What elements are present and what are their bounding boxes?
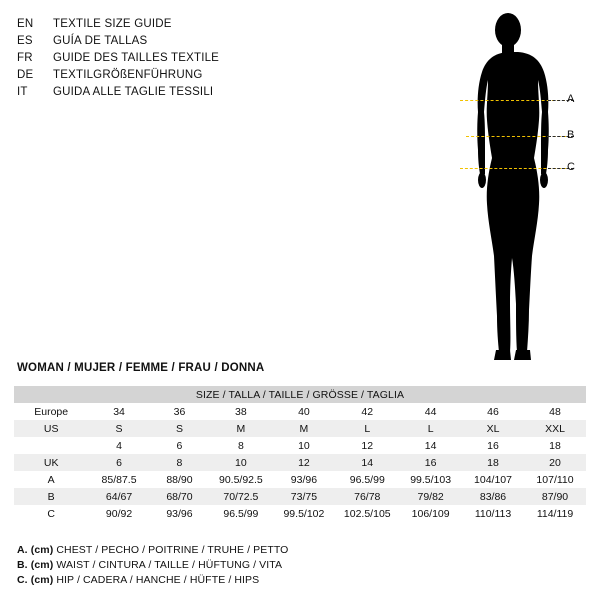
cell: 114/119: [524, 505, 586, 522]
cell: M: [273, 420, 336, 437]
language-row: [17, 16, 317, 33]
legend-key-b: B. (cm): [17, 559, 54, 571]
cell: 38: [209, 403, 272, 420]
cell: 70/72.5: [209, 488, 272, 505]
cell: 48: [524, 403, 586, 420]
measure-label-a: A: [567, 93, 575, 105]
language-row: [17, 84, 317, 101]
legend-text-a: CHEST / PECHO / POITRINE / TRUHE / PETTO: [56, 544, 289, 556]
legend-key-c: C. (cm): [17, 574, 54, 586]
cell: 90.5/92.5: [209, 471, 272, 488]
legend-key-a: A. (cm): [17, 544, 54, 556]
cell: 36: [150, 403, 209, 420]
cell: 106/109: [399, 505, 462, 522]
cell: 96.5/99: [335, 471, 399, 488]
section-heading-woman: WOMAN / MUJER / FEMME / FRAU / DONNA: [17, 362, 265, 374]
table-header-label: SIZE / TALLA / TAILLE / GRÖSSE / TAGLIA: [14, 386, 586, 403]
legend-text-b: WAIST / CINTURA / TAILLE / HÜFTUNG / VITA: [56, 559, 283, 571]
cell: 20: [524, 454, 586, 471]
cell: 10: [209, 454, 272, 471]
cell: 64/67: [88, 488, 149, 505]
cell: XXL: [524, 420, 586, 437]
table-row: [14, 505, 586, 522]
cell: 99.5/102: [273, 505, 336, 522]
cell: 12: [273, 454, 336, 471]
cell: 46: [462, 403, 524, 420]
cell: 6: [150, 437, 209, 454]
table-row: [14, 420, 586, 437]
language-code: FR: [17, 52, 33, 64]
cell: 93/96: [273, 471, 336, 488]
cell: 76/78: [335, 488, 399, 505]
cell: 107/110: [524, 471, 586, 488]
table-row: [14, 437, 586, 454]
cell: 68/70: [150, 488, 209, 505]
row-label: US: [14, 420, 88, 437]
row-label: B: [14, 488, 88, 505]
body-figure: [430, 8, 590, 368]
cell: 102.5/105: [335, 505, 399, 522]
language-code: ES: [17, 35, 33, 47]
cell: 79/82: [399, 488, 462, 505]
cell: 90/92: [88, 505, 149, 522]
cell: 10: [273, 437, 336, 454]
table-row: [14, 471, 586, 488]
table-header-row: [14, 386, 586, 403]
row-label: C: [14, 505, 88, 522]
cell: 16: [399, 454, 462, 471]
cell: S: [88, 420, 149, 437]
language-row: [17, 50, 317, 67]
cell: L: [335, 420, 399, 437]
cell: 99.5/103: [399, 471, 462, 488]
cell: 8: [209, 437, 272, 454]
female-silhouette-icon: [430, 8, 590, 368]
cell: M: [209, 420, 272, 437]
row-label: [14, 437, 88, 454]
cell: 96.5/99: [209, 505, 272, 522]
language-code: IT: [17, 86, 28, 98]
row-label: UK: [14, 454, 88, 471]
cell: 18: [524, 437, 586, 454]
cell: S: [150, 420, 209, 437]
row-label: Europe: [14, 403, 88, 420]
language-title: GUIDA ALLE TAGLIE TESSILI: [53, 86, 214, 98]
cell: 85/87.5: [88, 471, 149, 488]
cell: 6: [88, 454, 149, 471]
table-row: [14, 403, 586, 420]
cell: 18: [462, 454, 524, 471]
cell: 44: [399, 403, 462, 420]
cell: 93/96: [150, 505, 209, 522]
cell: 14: [335, 454, 399, 471]
cell: 88/90: [150, 471, 209, 488]
legend-row-b: [17, 558, 577, 573]
language-code: DE: [17, 69, 34, 81]
cell: 42: [335, 403, 399, 420]
language-row: [17, 33, 317, 50]
legend-row-a: [17, 543, 577, 558]
language-title-list: [17, 16, 317, 101]
table-row: [14, 488, 586, 505]
measurement-legend: [17, 543, 577, 588]
measure-label-b: B: [567, 129, 575, 141]
legend-row-c: [17, 573, 577, 588]
language-title: TEXTILGRÖßENFÜHRUNG: [53, 69, 203, 81]
language-title: TEXTILE SIZE GUIDE: [53, 18, 172, 30]
cell: 73/75: [273, 488, 336, 505]
legend-text-c: HIP / CADERA / HANCHE / HÜFTE / HIPS: [56, 574, 260, 586]
cell: 83/86: [462, 488, 524, 505]
cell: 104/107: [462, 471, 524, 488]
cell: 40: [273, 403, 336, 420]
cell: 34: [88, 403, 149, 420]
cell: 4: [88, 437, 149, 454]
cell: L: [399, 420, 462, 437]
cell: 87/90: [524, 488, 586, 505]
cell: 110/113: [462, 505, 524, 522]
cell: 12: [335, 437, 399, 454]
cell: XL: [462, 420, 524, 437]
language-code: EN: [17, 18, 34, 30]
language-title: GUÍA DE TALLAS: [53, 35, 148, 47]
cell: 8: [150, 454, 209, 471]
row-label: A: [14, 471, 88, 488]
language-row: [17, 67, 317, 84]
measure-label-c: C: [567, 161, 575, 173]
language-title: GUIDE DES TAILLES TEXTILE: [53, 52, 220, 64]
size-table: [14, 386, 586, 522]
cell: 16: [462, 437, 524, 454]
cell: 14: [399, 437, 462, 454]
table-row: [14, 454, 586, 471]
